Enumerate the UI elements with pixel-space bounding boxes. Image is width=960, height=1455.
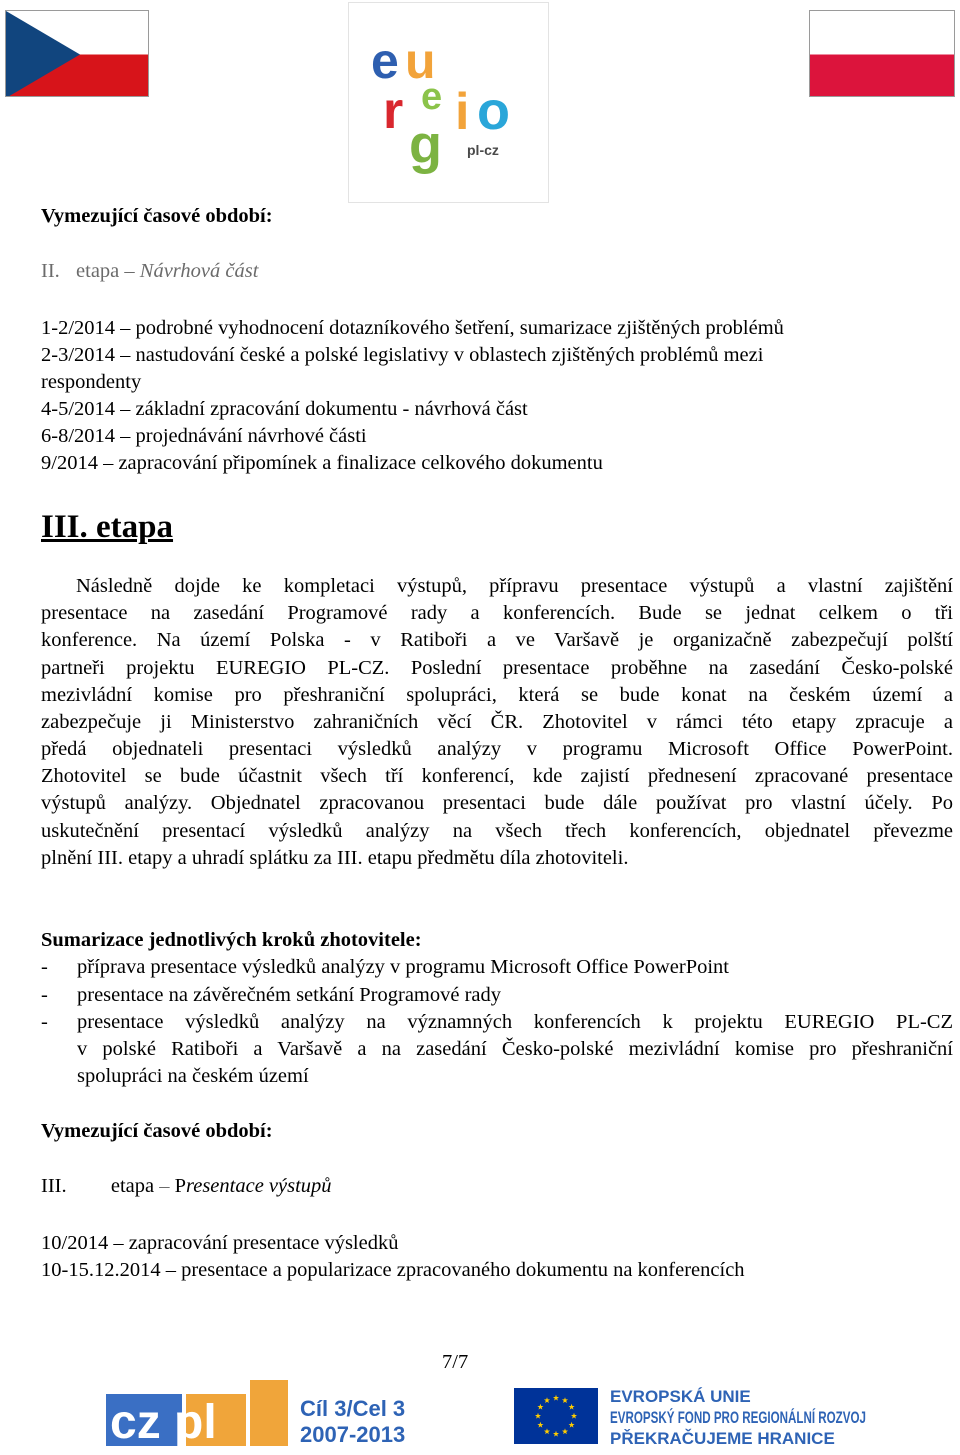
bullet-dash: - xyxy=(41,1011,48,1033)
stage-word: etapa xyxy=(110,1175,155,1197)
paragraph-line: presentace na zasedání Programové rady a konferencích. Bude se jednat celkem o tři xyxy=(41,602,953,624)
czpl-logo xyxy=(106,1380,288,1449)
logo-letter-g: g xyxy=(409,115,442,175)
eu-text-line: EVROPSKÁ UNIE xyxy=(610,1387,751,1406)
timeline-item: 10-15.12.2014 – presentace a popularizace zpracovaného dokumentu na konferencích xyxy=(41,1259,745,1281)
bullet-item-line: spolupráci na českém území xyxy=(77,1065,309,1087)
stage-dash: – xyxy=(159,1175,170,1197)
summary-label: Sumarizace jednotlivých kroků zhotovitele: xyxy=(41,929,422,951)
timeline-item: 1-2/2014 – podrobné vyhodnocení dotazníkového šetření, sumarizace zjištěných problémů xyxy=(41,317,784,339)
timeline-item: respondenty xyxy=(41,371,142,393)
timeline-item: 9/2014 – zapracování připomínek a finalizace celkového dokumentu xyxy=(41,452,603,474)
timeline-item: 4-5/2014 – základní zpracování dokumentu - návrhová část xyxy=(41,398,528,420)
logo-letter-u: u xyxy=(405,33,436,89)
polish-flag xyxy=(809,10,955,97)
stage-name: resentace výstupů xyxy=(186,1175,332,1197)
eu-text-line: PŘEKRAČUJEME HRANICE xyxy=(610,1429,835,1448)
eu-fund-text xyxy=(610,1387,866,1448)
cil3-line2: 2007-2013 xyxy=(300,1422,406,1447)
stage-3-heading: III. etapa xyxy=(41,509,174,545)
logo-tagline: pl-cz xyxy=(467,142,499,158)
euregio-logo xyxy=(348,2,549,203)
cil3-line1: Cíl 3/Cel 3 xyxy=(300,1396,406,1421)
footer-logos xyxy=(0,1380,960,1450)
stage-number: II. xyxy=(41,260,60,282)
bullet-dash: - xyxy=(41,984,48,1006)
paragraph-line: zabezpečuje ji Ministerstvo zahraničních věcí ČR. Zhotovitel v rámci této etapy zpracuje a xyxy=(41,711,953,733)
timeline-item: 6-8/2014 – projednávání návrhové části xyxy=(41,425,367,447)
logo-letter-e1: e xyxy=(371,33,399,89)
paragraph-line: Zhotovitel se bude účastnit všech tří konferencí, kde zajistí přednesení zpracované presentace xyxy=(41,765,953,787)
paragraph-line: konference. Na území Polska - v Ratiboři a ve Varšavě je organizačně zabezpečují polští xyxy=(41,629,953,651)
stage-title-3 xyxy=(41,1173,332,1200)
eu-text-line: EVROPSKÝ FOND PRO REGIONÁLNÍ ROZVOJ xyxy=(610,1408,866,1427)
bullet-item: příprava presentace výsledků analýzy v programu Microsoft Office PowerPoint xyxy=(77,956,730,978)
stage-name-initial: P xyxy=(174,1175,187,1197)
czech-flag xyxy=(5,10,149,97)
paragraph-line: předá objednateli presentaci výsledků analýzy v programu Microsoft Office PowerPoint. xyxy=(41,738,953,760)
paragraph-line: výstupů analýzy. Objednatel zpracovanou presentaci bude dále používat pro vlastní účely. Po xyxy=(41,792,953,814)
bullet-item: presentace na závěrečném setkání Programové rady xyxy=(77,984,502,1006)
stage-dash: – xyxy=(124,260,135,282)
paragraph-line: uskutečnění presentací výsledků analýzy na všech třech konferencích, objednatel převezme xyxy=(41,820,953,842)
period-label-3: Vymezující časové období: xyxy=(41,1120,273,1142)
logo-letter-i: i xyxy=(455,83,470,141)
page-number: 7/7 xyxy=(442,1351,469,1373)
logo-letter-o: o xyxy=(477,81,510,141)
bullet-item-line: presentace výsledků analýzy na významných konferencích k projektu EUREGIO PL-CZ xyxy=(77,1011,953,1033)
czpl-text: cz pl xyxy=(110,1396,217,1449)
stage-title-2 xyxy=(41,258,258,285)
paragraph-line: Následně dojde ke kompletaci výstupů, přípravu presentace výstupů a vlastní zajištění xyxy=(76,575,953,597)
paragraph-line: plnění III. etapy a uhradí splátku za III. etapu předmětu díla zhotoviteli. xyxy=(41,847,629,869)
logo-letter-e2: e xyxy=(421,76,443,118)
period-label-2: Vymezující časové období: xyxy=(41,205,273,227)
bullet-dash: - xyxy=(41,956,48,978)
paragraph-line: partneři projektu EUREGIO PL-CZ. Poslední presentace proběhne na zasedání Česko-polské xyxy=(41,657,953,679)
timeline-item: 2-3/2014 – nastudování české a polské legislativy v oblastech zjištěných problémů mezi xyxy=(41,344,764,366)
stage-word: etapa xyxy=(76,260,120,282)
eu-flag-icon xyxy=(514,1388,598,1444)
cil3-logo xyxy=(300,1396,405,1447)
stage-number: III. xyxy=(41,1175,67,1197)
logo-letter-r: r xyxy=(383,82,404,140)
stage-name: Návrhová část xyxy=(139,260,259,282)
timeline-item: 10/2014 – zapracování presentace výsledků xyxy=(41,1232,399,1254)
bullet-item-line: v polské Ratiboři a Varšavě a na zasedání Česko-polské mezivládní komise pro přeshraniční xyxy=(77,1038,953,1060)
paragraph-line: mezivládní komise pro přeshraniční spolupráci, která se bude konat na českém území a xyxy=(41,684,953,706)
